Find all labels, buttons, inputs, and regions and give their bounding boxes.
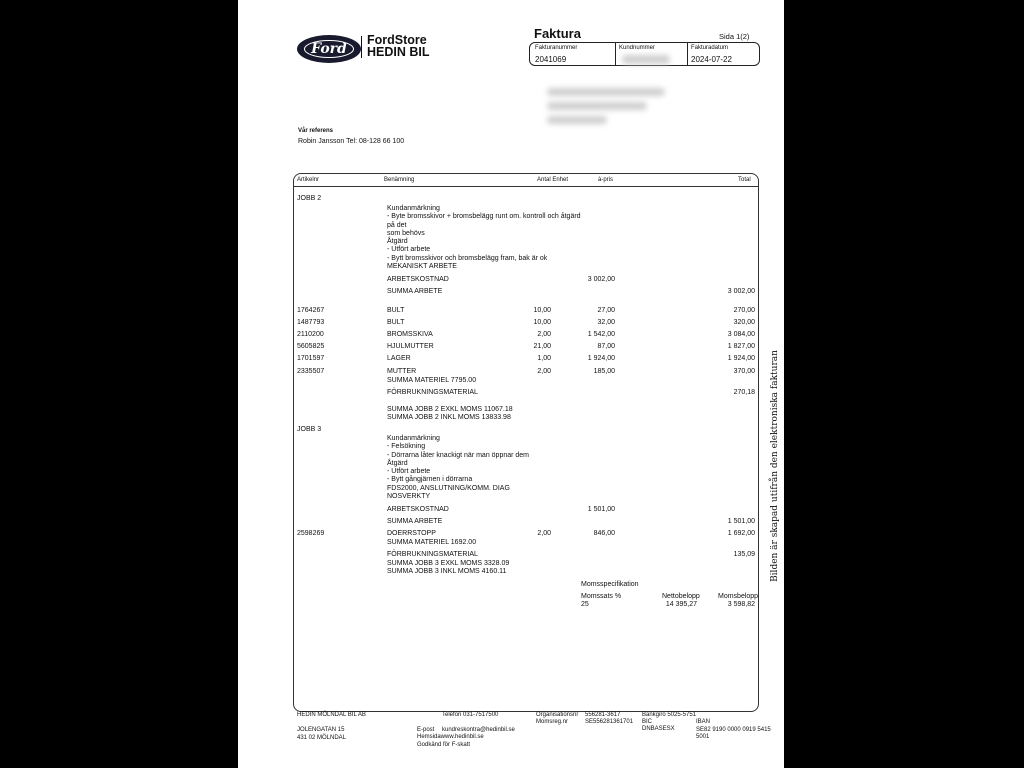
kundnummer-label: Kundnummer <box>619 45 656 51</box>
item-total: 370,00 <box>733 368 755 375</box>
footer-bic-label: BIC <box>642 719 653 725</box>
header-divider <box>615 43 616 65</box>
forbrukning-label: FÖRBRUKNINGSMATERIAL <box>387 389 478 396</box>
item-artikelnr: 2598269 <box>297 530 325 537</box>
footer-momsreg: SE556281361701 <box>585 719 634 725</box>
item-antal: 2,00 <box>537 331 551 338</box>
desc-line: som behövs <box>387 229 425 237</box>
store-line-1: FordStore <box>367 33 427 47</box>
reference-label: Vår referens <box>298 128 334 134</box>
invoice-header-box <box>529 42 760 66</box>
item-name: HJULMUTTER <box>387 343 434 350</box>
col-antal-enhet: Antal Enhet <box>537 177 569 183</box>
summa-arbete-total: 1 501,00 <box>727 518 755 525</box>
item-antal: 21,00 <box>533 343 551 350</box>
desc-line: FDS2000, ANSLUTNING/KOMM. DIAG <box>387 484 510 492</box>
col-total: Total <box>738 177 751 183</box>
redacted-address-line <box>547 88 665 96</box>
table-header-divider <box>293 186 758 187</box>
footer-orgnr: 556281-3617 <box>585 712 621 718</box>
footer-hemsida: Hemsidawww.hedinbil.se <box>417 734 484 740</box>
desc-line: - Bytt bromsskivor och bromsbelägg fram, bak är ok <box>387 254 548 262</box>
moms-netto-value: 14 395,27 <box>665 601 697 608</box>
item-artikelnr: 2110200 <box>297 331 324 338</box>
desc-line: - Utfört arbete <box>387 246 431 254</box>
arbetskostnad-pris: 3 002,00 <box>587 276 615 283</box>
summa-materiel: SUMMA MATERIEL 7795.00 <box>387 377 477 384</box>
item-pris: 185,00 <box>593 368 615 375</box>
col-artikelnr: Artikelnr <box>297 177 320 183</box>
footer-iban: SE82 9190 0000 0919 5415 <box>696 727 771 733</box>
summa-arbete-label: SUMMA ARBETE <box>387 288 443 295</box>
item-pris: 846,00 <box>593 530 615 537</box>
footer-momsreg-label: Momsreg.nr <box>536 719 569 725</box>
footer-iban-label: IBAN <box>696 719 711 725</box>
desc-line: - Felsökning <box>387 443 426 451</box>
desc-line: NOSVERKTY <box>387 493 431 501</box>
item-name: DOERRSTOPP <box>387 530 436 537</box>
col-apris: à-pris <box>598 177 614 183</box>
item-total: 1 924,00 <box>727 355 755 362</box>
item-total: 320,00 <box>733 319 755 326</box>
summa-jobb-exkl: SUMMA JOBB 3 EXKL MOMS 3328.09 <box>387 560 510 567</box>
jobb-2-description <box>387 205 581 271</box>
electronic-invoice-note: Bilden är skapad utifrån den elektroniska fakturan <box>770 350 780 582</box>
item-antal: 10,00 <box>533 307 551 314</box>
reference-value: Robin Jansson Tel: 08-128 66 100 <box>298 138 405 145</box>
footer-bankgiro: Bankgiro 5025-5751 <box>642 712 697 718</box>
footer-fskatt: Godkänd för F-skatt <box>417 742 471 748</box>
item-total: 1 827,00 <box>727 343 755 350</box>
header-divider <box>687 43 688 65</box>
footer-street: JOLENGATAN 15 <box>297 727 345 733</box>
item-artikelnr: 1701597 <box>297 355 325 362</box>
summa-jobb-exkl: SUMMA JOBB 2 EXKL MOMS 11067.18 <box>387 406 513 413</box>
item-pris: 32,00 <box>597 319 615 326</box>
redacted-address-line <box>547 116 607 124</box>
ford-logo <box>297 35 361 63</box>
moms-sats-value: 25 <box>581 601 589 608</box>
summa-jobb-inkl: SUMMA JOBB 2 INKL MOMS 13833.98 <box>387 414 511 421</box>
forbrukning-total: 135,09 <box>733 551 755 558</box>
item-name: MUTTER <box>387 368 417 375</box>
item-artikelnr: 5605825 <box>297 343 325 350</box>
desc-line: Kundanmärkning <box>387 205 440 212</box>
arbetskostnad-label: ARBETSKOSTNAD <box>387 506 449 513</box>
desc-line: MEKANISKT ARBETE <box>387 263 457 271</box>
redacted-kundnummer <box>622 55 670 64</box>
item-name: BULT <box>387 319 405 326</box>
item-pris: 27,00 <box>597 307 615 314</box>
moms-belopp-label: Momsbelopp <box>718 593 759 600</box>
item-total: 3 084,00 <box>727 331 755 338</box>
summa-materiel: SUMMA MATERIEL 1692.00 <box>387 539 477 546</box>
footer-telefon: Telefon 031-7517500 <box>442 712 499 718</box>
logo-divider <box>361 36 362 58</box>
item-name: BROMSSKIVA <box>387 331 433 338</box>
item-pris: 1 542,00 <box>587 331 615 338</box>
footer-epost-label: E-post <box>417 727 435 733</box>
invoice-title: Faktura <box>534 26 581 41</box>
page-indicator: Sida 1(2) <box>719 32 750 41</box>
footer-iban-2: 5001 <box>696 734 710 740</box>
summa-arbete-label: SUMMA ARBETE <box>387 518 443 525</box>
footer-bic: DNBASESX <box>642 726 675 732</box>
fakturanummer-value: 2041069 <box>535 55 567 64</box>
item-antal: 10,00 <box>533 319 551 326</box>
item-pris: 87,00 <box>597 343 615 350</box>
col-benamning: Benämning <box>384 177 415 183</box>
fakturadatum-value: 2024-07-22 <box>691 55 732 64</box>
forbrukning-total: 270,18 <box>733 389 755 396</box>
fakturadatum-label: Fakturadatum <box>691 45 729 51</box>
summa-arbete-total: 3 002,00 <box>727 288 755 295</box>
desc-line: - Byte bromsskivor + bromsbelägg runt om. kontroll och åtgärd <box>387 213 581 221</box>
item-artikelnr: 2335507 <box>297 368 325 375</box>
summa-jobb-inkl: SUMMA JOBB 3 INKL MOMS 4160.11 <box>387 568 507 575</box>
moms-belopp-value: 3 598,82 <box>727 601 755 608</box>
fakturanummer-label: Fakturanummer <box>535 45 578 51</box>
item-antal: 2,00 <box>537 530 551 537</box>
item-name: LAGER <box>387 355 411 362</box>
redacted-address-line <box>547 102 647 110</box>
store-name <box>367 34 430 58</box>
desc-line: - Bytt gångjärnen i dörrarna <box>387 476 473 484</box>
item-antal: 1,00 <box>537 355 551 362</box>
jobb-2-label: JOBB 2 <box>297 195 322 202</box>
item-antal: 2,00 <box>537 368 551 375</box>
moms-netto-label: Nettobelopp <box>662 593 700 600</box>
item-pris: 1 924,00 <box>587 355 615 362</box>
forbrukning-label: FÖRBRUKNINGSMATERIAL <box>387 551 478 558</box>
item-total: 270,00 <box>733 307 755 314</box>
store-line-2: HEDIN BIL <box>367 45 430 59</box>
logo-text: Ford <box>304 40 354 58</box>
footer-epost: kundreskontra@hedinbil.se <box>442 727 515 733</box>
footer-city: 431 02 MÖLNDAL <box>297 734 347 741</box>
arbetskostnad-pris: 1 501,00 <box>587 506 615 513</box>
footer-address <box>297 727 346 742</box>
moms-title: Momsspecifikation <box>581 581 639 588</box>
item-artikelnr: 1487793 <box>297 319 325 326</box>
desc-line: Kundanmärkning <box>387 435 440 442</box>
footer-company: HEDIN MÖLNDAL BIL AB <box>297 712 366 718</box>
desc-line: på det <box>387 221 407 229</box>
jobb-3-description <box>387 435 529 501</box>
item-artikelnr: 1764267 <box>297 307 325 314</box>
item-name: BULT <box>387 307 405 314</box>
desc-line: Åtgärd <box>387 459 408 467</box>
moms-sats-label: Momssats % <box>581 593 622 600</box>
desc-line: - Utfört arbete <box>387 468 431 476</box>
desc-line: Åtgärd <box>387 238 408 246</box>
jobb-3-label: JOBB 3 <box>297 426 322 433</box>
desc-line: - Dörrarna låter knackigt när man öppnar dem <box>387 451 530 459</box>
arbetskostnad-label: ARBETSKOSTNAD <box>387 276 449 283</box>
item-total: 1 692,00 <box>727 530 755 537</box>
footer-orgnr-label: Organisationsnr <box>536 712 579 718</box>
